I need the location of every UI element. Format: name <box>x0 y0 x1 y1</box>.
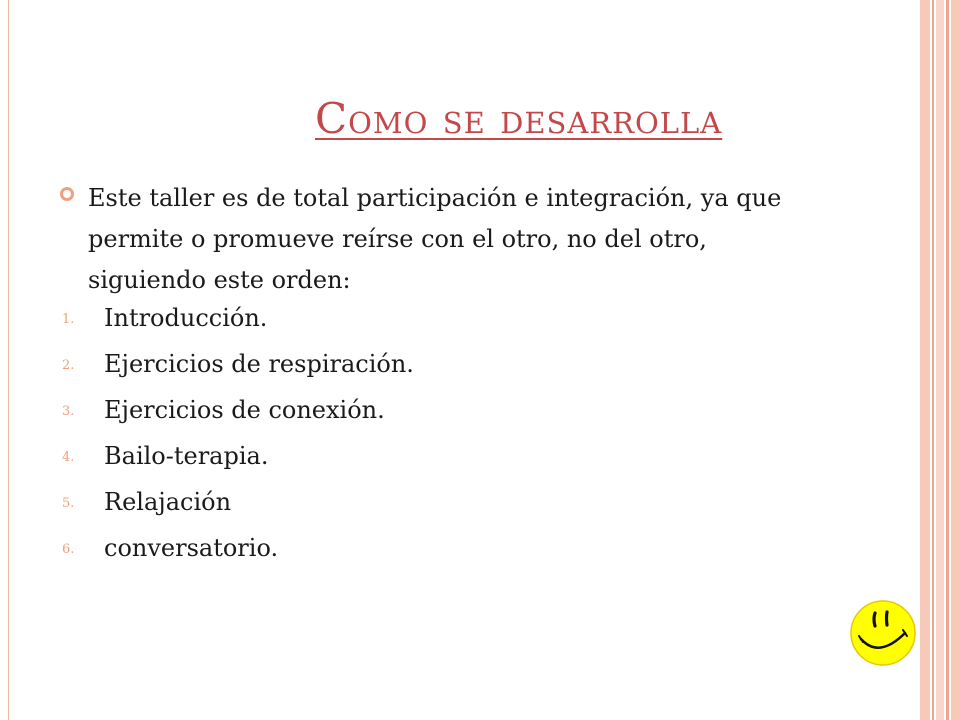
list-item-text: Ejercicios de respiración. <box>104 350 414 378</box>
list-item-number: 6. <box>62 542 75 557</box>
circle-bullet-icon <box>60 187 74 201</box>
intro-paragraph: Este taller es de total participación e integración, ya que permite o promueve reírse con el otro, no del otro, siguiendo este orden: <box>88 184 782 294</box>
decorative-side-stripes <box>918 0 960 720</box>
list-item-text: Relajación <box>104 488 232 516</box>
list-item-text: Introducción. <box>104 304 268 332</box>
list-item-number: 3. <box>62 404 75 419</box>
list-item-number: 4. <box>62 450 75 465</box>
list-item-text: conversatorio. <box>104 534 279 562</box>
list-item-number: 2. <box>62 358 75 373</box>
slide-title: Como se desarrolla <box>315 94 723 143</box>
smiley-face-icon <box>849 599 917 667</box>
list-item-text: Bailo-terapia. <box>104 442 269 470</box>
list-item-number: 5. <box>62 496 75 511</box>
list-item-text: Ejercicios de conexión. <box>104 396 385 424</box>
list-item-number: 1. <box>62 312 75 327</box>
slide-frame-left <box>8 0 9 720</box>
